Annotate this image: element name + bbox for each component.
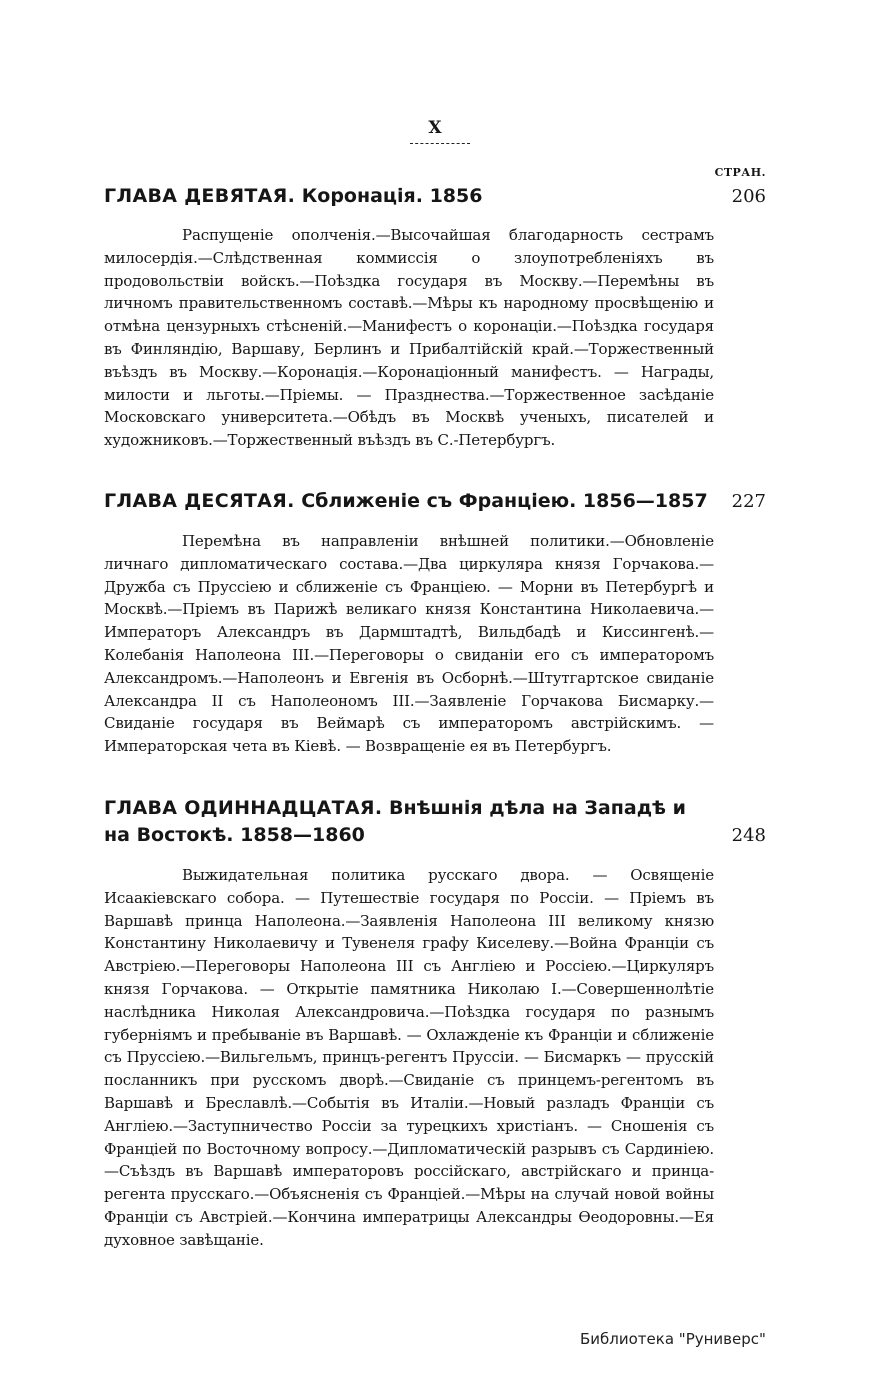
library-watermark: Библиотека "Руниверс" xyxy=(580,1330,766,1348)
page-number-rule xyxy=(410,143,470,144)
chapter-entry-9 xyxy=(104,183,766,452)
page-column-header: СТРАН. xyxy=(714,166,766,179)
chapter-summary: Перемѣна въ направленіи внѣшней политики.—Обновленіе личнаго дипломатическаго состава.—Два циркуляра князя Горчакова.—Дружба съ Пруссіею и сближеніе съ Франціею. — Морни въ Петербургѣ и Москвѣ.—Пріемъ въ Парижѣ великаго князя Константина Николаевича.—Императоръ Александръ въ Дармштадтѣ, Вильдбадѣ и Киссингенѣ.—Колебанія Наполеона III.—Переговоры о свиданіи его съ императоромъ Александромъ.—Наполеонъ и Евгенія въ Осборнѣ.—Штутгартское свиданіе Александра II съ Наполеономъ III.—Заявленіе Горчакова Бисмарку.—Свиданіе государя въ Веймарѣ съ императоромъ австрійскимъ. — Императорская чета въ Кіевѣ. — Возвращеніе ея въ Петербургъ. xyxy=(104,532,714,756)
page-number: X xyxy=(428,118,442,138)
chapter-heading xyxy=(104,795,714,849)
chapter-page-number: 206 xyxy=(731,186,766,207)
chapter-label: ГЛАВА ОДИННАДЦАТАЯ. xyxy=(104,797,383,819)
chapter-title: Коронація. 1856 xyxy=(301,185,483,207)
chapter-entry-10 xyxy=(104,488,766,758)
chapter-page-number: 248 xyxy=(731,825,766,846)
chapter-summary: Выжидательная политика русскаго двора. — Освященіе Исаакіевскаго собора. — Путешествіе государя по Россіи. — Пріемъ въ Варшавѣ принца Наполеона.—Заявленія Наполеона III великому князю Константину Николаевичу и Тувенеля графу Киселеву.—Война Франціи съ Австріею.—Переговоры Наполеона III съ Англіею и Россіею.—Циркуляръ князя Горчакова. — Открытіе памятника Николаю I.—Совершеннолѣтіе наслѣдника Николая Александровича.—Поѣздка государя по разнымъ губерніямъ и пребываніе въ Варшавѣ. — Охлажденіе къ Франціи и сближеніе съ Пруссіею.—Вильгельмъ, принцъ-регентъ Пруссіи. — Бисмаркъ — прусскій посланникъ при русскомъ дворѣ.—Свиданіе съ принцемъ-регентомъ въ Варшавѣ и Бреславлѣ.—Событія въ Италіи.—Новый разладъ Франціи съ Англіею.—Заступничество Россіи за турецкихъ христіанъ. — Сношенія съ Франціей по Восточному вопросу.—Дипломатическій разрывъ съ Сардиніею.—Съѣздъ въ Варшавѣ императоровъ россійскаго, австрійскаго и принца-регента прусскаго.—Объясненія съ Франціей.—Мѣры на случай новой войны Франціи съ Австріей.—Кончина императрицы Александры Ѳеодоровны.—Ея духовное завѣщаніе. xyxy=(104,866,714,1249)
chapter-summary: Распущеніе ополченія.—Высочайшая благодарность сестрамъ милосердія.—Слѣдственная коммиссія о злоупотребленіяхъ въ продовольствіи войскъ.—Поѣздка государя въ Москву.—Перемѣны въ личномъ правительственномъ составѣ.—Мѣры къ народному просвѣщенію и отмѣна цензурныхъ стѣсненій.—Манифестъ о коронаціи.—Поѣздка государя въ Финляндію, Варшаву, Берлинъ и Прибалтійскій край.—Торжественный въѣздъ въ Москву.—Коронація.—Коронаціонный манифестъ. — Награды, милости и льготы.—Пріемы. — Празднества.—Торжественное засѣданіе Московскаго университета.—Обѣдъ въ Москвѣ ученыхъ, писателей и художниковъ.—Торжественный въѣздъ въ С.-Петербургъ. xyxy=(104,226,714,450)
chapter-title: Сближеніе съ Франціею. 1856—1857 xyxy=(301,490,708,512)
chapter-title: Внѣшнія дѣла на Западѣ и на Востокѣ. 1858—1860 xyxy=(104,797,686,846)
chapter-page-number: 227 xyxy=(731,491,766,512)
chapter-entry-11 xyxy=(104,795,766,1252)
chapter-label: ГЛАВА ДЕВЯТАЯ. xyxy=(104,185,296,207)
chapter-label: ГЛАВА ДЕСЯТАЯ. xyxy=(104,490,295,512)
chapter-heading xyxy=(104,488,714,515)
chapter-heading xyxy=(104,183,714,210)
